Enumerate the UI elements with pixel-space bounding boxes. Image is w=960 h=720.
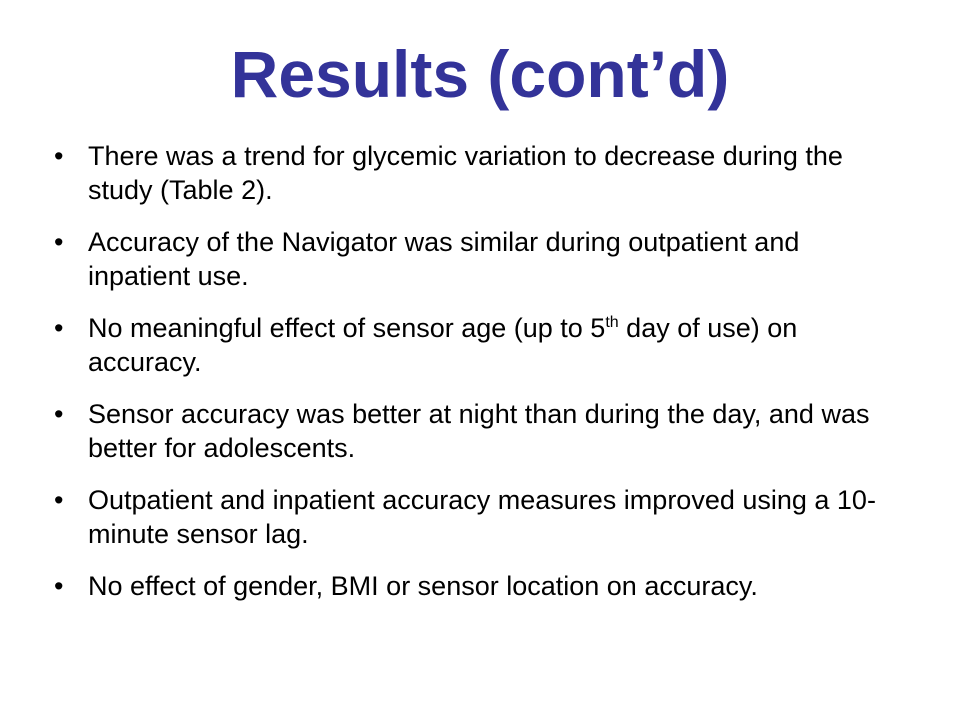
bullet-text: Sensor accuracy was better at night than during the day, and was better for adolescents. bbox=[88, 399, 870, 463]
bullet-text: No effect of gender, BMI or sensor location on accuracy. bbox=[88, 571, 758, 601]
bullet-text: Accuracy of the Navigator was similar during outpatient and inpatient use. bbox=[88, 227, 800, 291]
bullet-item-sensor-age bbox=[50, 311, 900, 379]
bullet-superscript: th bbox=[605, 314, 619, 331]
bullet-marker: • bbox=[54, 399, 64, 429]
bullet-text: There was a trend for glycemic variation to decrease during the study (Table 2). bbox=[88, 141, 843, 205]
bullet-item-sensor-lag bbox=[50, 483, 900, 551]
slide-title: Results (cont’d) bbox=[230, 37, 730, 111]
bullet-text-before: No meaningful effect of sensor age (up to 5 bbox=[88, 313, 606, 343]
bullet-text-after: day of use) on accuracy. bbox=[88, 313, 798, 377]
bullet-item-navigator-accuracy bbox=[50, 225, 900, 293]
bullet-item-glycemic-variation bbox=[50, 139, 900, 207]
bullet-marker: • bbox=[54, 485, 64, 515]
bullet-text: Outpatient and inpatient accuracy measures improved using a 10-minute sensor lag. bbox=[88, 485, 876, 549]
bullet-marker: • bbox=[54, 227, 64, 257]
bullet-marker: • bbox=[54, 571, 64, 601]
bullet-item-no-effect bbox=[50, 569, 900, 603]
bullet-marker: • bbox=[54, 141, 64, 171]
bullet-list bbox=[50, 139, 900, 621]
bullet-marker: • bbox=[54, 313, 64, 343]
bullet-item-night-accuracy bbox=[50, 397, 900, 465]
